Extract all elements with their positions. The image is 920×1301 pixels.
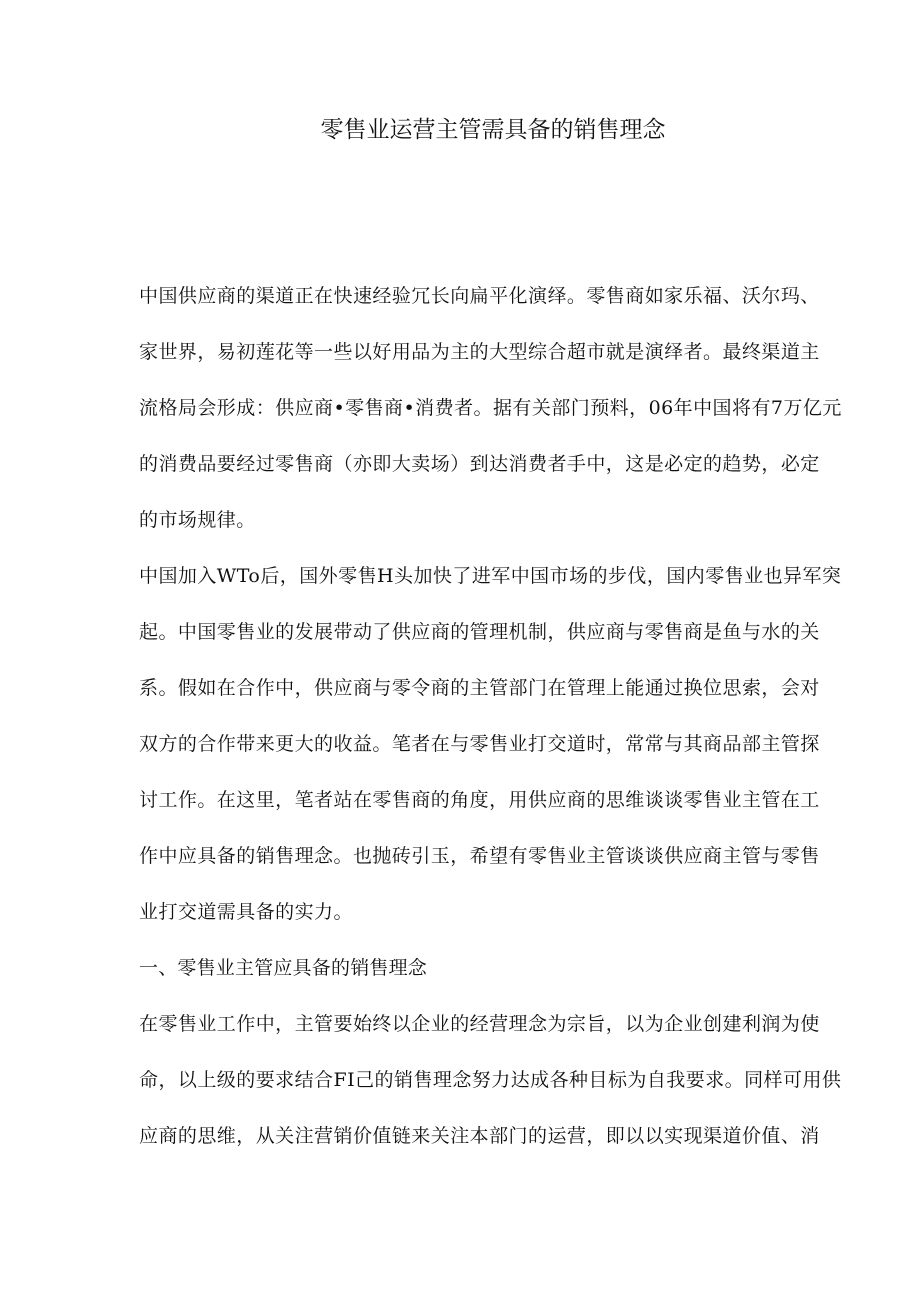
paragraph-line: 的市场规律。 xyxy=(139,509,256,531)
paragraph-line: 双方的合作带来更大的收益。笔者在与零售业打交道时，常常与其商品部主管探 xyxy=(139,733,820,755)
paragraph-line: 流格局会形成：供应商•零售商•消费者。据有关部门预料，06年中国将有7万亿元 xyxy=(139,397,842,419)
document-body xyxy=(139,275,857,1171)
paragraph-line: 家世界，易初莲花等一些以好用品为主的大型综合超市就是演绎者。最终渠道主 xyxy=(139,341,820,363)
document-title: 零售业运营主管需具备的销售理念 xyxy=(320,117,666,143)
paragraph-line: 在零售业工作中，主管要始终以企业的经营理念为宗旨，以为企业创建利润为使 xyxy=(139,1013,820,1035)
paragraph-section-body xyxy=(139,1003,857,1171)
paragraph-line: 命，以上级的要求结合FI己的销售理念努力达成各种目标为自我要求。同样可用供 xyxy=(139,1069,842,1091)
section-heading-text: 一、零售业主管应具备的销售理念 xyxy=(139,957,428,979)
paragraph-line: 系。假如在合作中，供应商与零令商的主管部门在管理上能通过换位思索，会对 xyxy=(139,677,820,699)
paragraph-line: 中国加入WTo后，国外零售H头加快了进军中国市场的步伐，国内零售业也异军突 xyxy=(139,565,842,587)
paragraph-line: 起。中国零售业的发展带动了供应商的管理机制，供应商与零售商是鱼与水的关 xyxy=(139,621,820,643)
section-heading xyxy=(139,947,857,1003)
paragraph-line: 应商的思维，从关注营销价值链来关注本部门的运营，即以以实现渠道价值、消 xyxy=(139,1125,820,1147)
paragraph-line: 的消费品要经过零售商（亦即大卖场）到达消费者手中，这是必定的趋势，必定 xyxy=(139,453,820,475)
paragraph-line: 讨工作。在这里，笔者站在零售商的角度，用供应商的思维谈谈零售业主管在工 xyxy=(139,789,820,811)
paragraph-line: 作中应具备的销售理念。也抛砖引玉，希望有零售业主管谈谈供应商主管与零售 xyxy=(139,845,820,867)
paragraph-line: 中国供应商的渠道正在快速经验冗长向扁平化演绎。零售商如家乐福、沃尔玛、 xyxy=(139,285,820,307)
paragraph-wto xyxy=(139,555,857,947)
paragraph-line: 业打交道需具备的实力。 xyxy=(139,901,353,923)
paragraph-intro xyxy=(139,275,857,555)
